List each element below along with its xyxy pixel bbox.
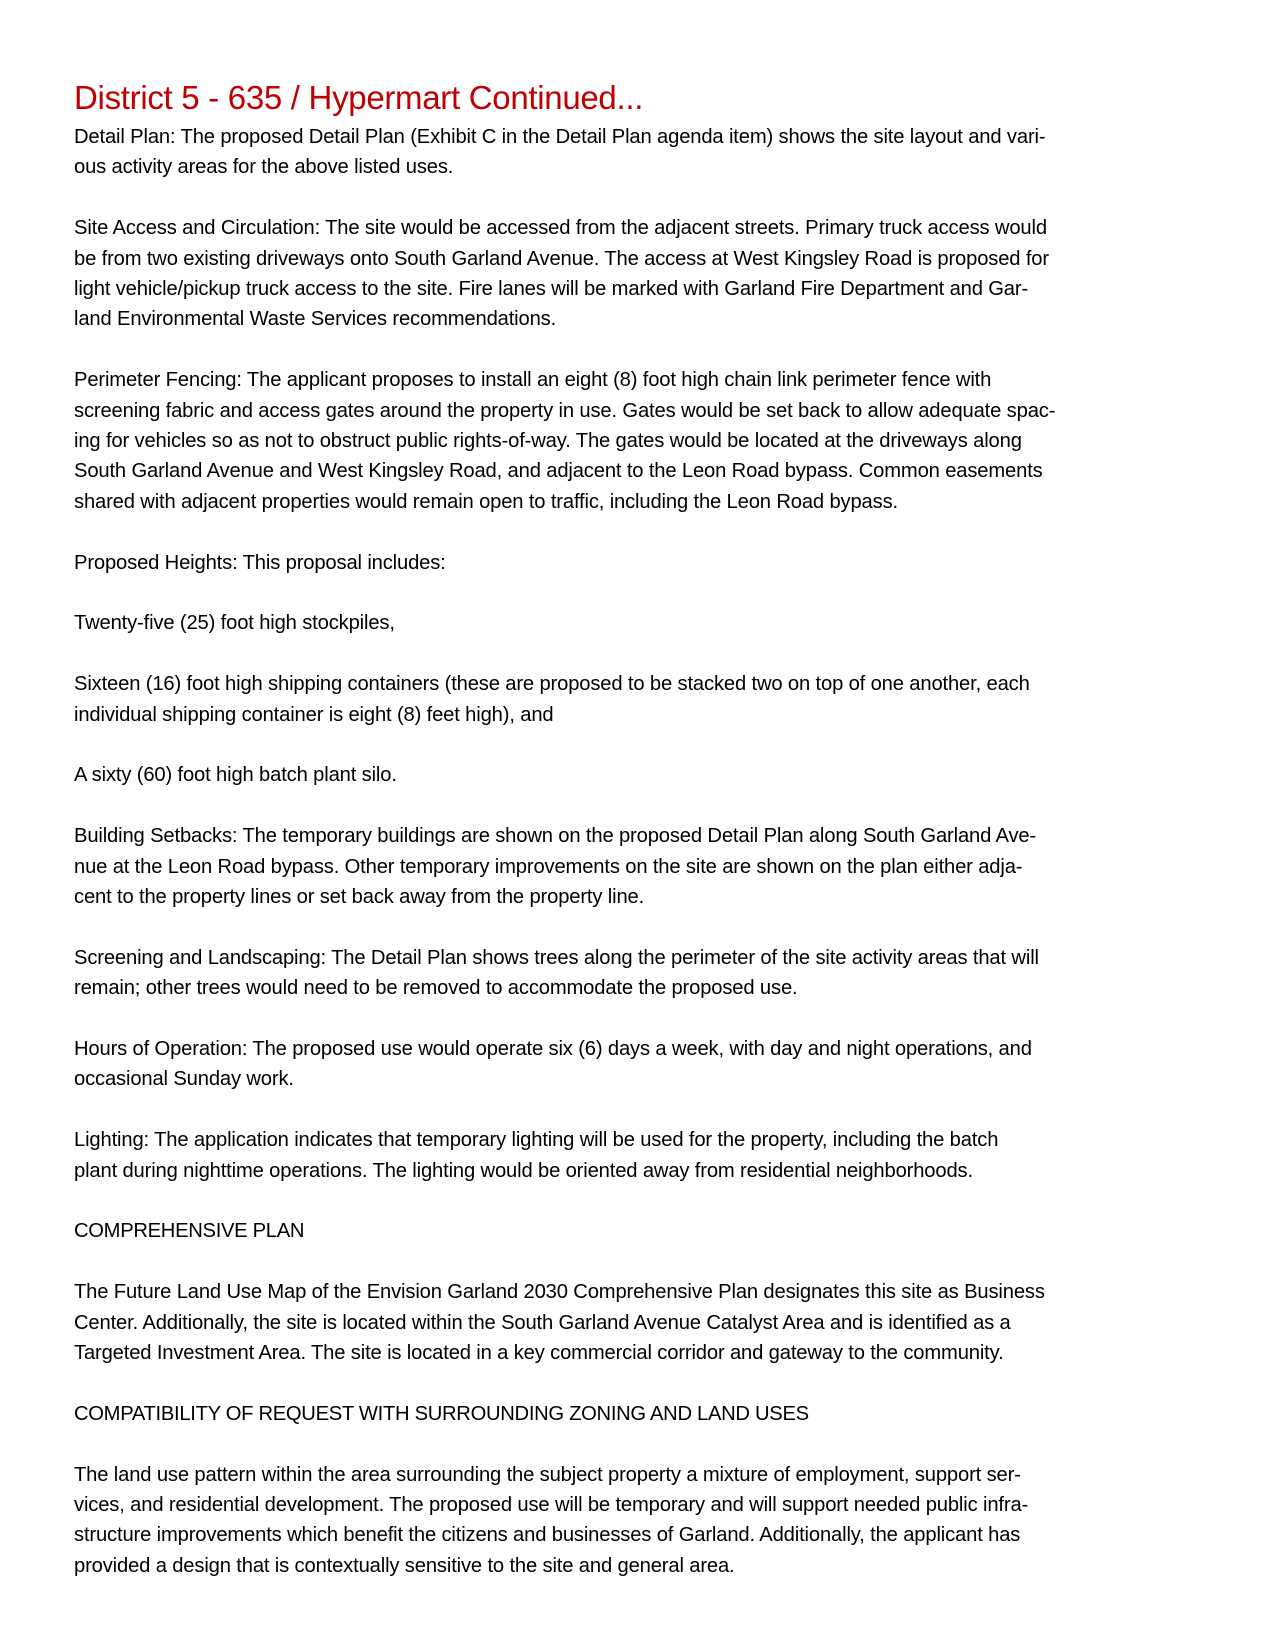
paragraph	[74, 821, 1194, 912]
paragraph-line: ous activity areas for the above listed uses.	[74, 156, 454, 179]
paragraph-line: shared with adjacent properties would remain open to traffic, including the Leon Road bypass.	[74, 490, 898, 513]
paragraph-line: Site Access and Circulation: The site would be accessed from the adjacent streets. Primary truck access would	[74, 217, 1047, 240]
paragraph	[74, 213, 1194, 335]
paragraph-line: provided a design that is contextually sensitive to the site and general area.	[74, 1554, 735, 1577]
paragraph-line: Perimeter Fencing: The applicant proposes to install an eight (8) foot high chain link perimeter fence with	[74, 369, 992, 392]
paragraph-line: The land use pattern within the area surrounding the subject property a mixture of employment, support ser-	[74, 1463, 1021, 1486]
paragraph-line: land Environmental Waste Services recommendations.	[74, 308, 557, 331]
paragraph	[74, 1034, 1194, 1095]
document-page	[74, 76, 1194, 1612]
paragraph-line: vices, and residential development. The proposed use will be temporary and will support needed public infra-	[74, 1494, 1029, 1517]
paragraph-line: Twenty-five (25) foot high stockpiles,	[74, 612, 395, 635]
paragraph-line: plant during nighttime operations. The lighting would be oriented away from residential neighborhoods.	[74, 1159, 973, 1182]
paragraph-line: Detail Plan: The proposed Detail Plan (Exhibit C in the Detail Plan agenda item) shows the site layout and vari-	[74, 126, 1046, 148]
paragraph-line: be from two existing driveways onto South Garland Avenue. The access at West Kingsley Road is proposed for	[74, 247, 1049, 270]
paragraph-line: South Garland Avenue and West Kingsley Road, and adjacent to the Leon Road bypass. Common easements	[74, 460, 1043, 483]
comprehensive-plan-heading: COMPREHENSIVE PLAN	[74, 1220, 305, 1243]
paragraph	[74, 365, 1194, 517]
paragraph	[74, 122, 1194, 183]
paragraph-line: Building Setbacks: The temporary buildings are shown on the proposed Detail Plan along South Garland Ave-	[74, 825, 1037, 848]
paragraph-line: screening fabric and access gates around the property in use. Gates would be set back to allow adequate spac-	[74, 399, 1056, 422]
paragraph	[74, 608, 1194, 638]
paragraph-line: ing for vehicles so as not to obstruct public rights-of-way. The gates would be located at the driveways along	[74, 430, 1022, 453]
paragraph-line: Targeted Investment Area. The site is located in a key commercial corridor and gateway to the community.	[74, 1342, 1004, 1365]
paragraph	[74, 548, 1194, 578]
paragraph-line: Center. Additionally, the site is located within the South Garland Avenue Catalyst Area and is identified as a	[74, 1311, 1011, 1334]
compatibility-heading: COMPATIBILITY OF REQUEST WITH SURROUNDING ZONING AND LAND USES	[74, 1402, 809, 1425]
paragraph-line: individual shipping container is eight (8) feet high), and	[74, 703, 554, 726]
paragraph-line: occasional Sunday work.	[74, 1068, 294, 1091]
paragraph-line: light vehicle/pickup truck access to the site. Fire lanes will be marked with Garland Fire Department and Gar-	[74, 278, 1029, 301]
paragraph	[74, 1125, 1194, 1186]
paragraph-line: Screening and Landscaping: The Detail Plan shows trees along the perimeter of the site activity areas that will	[74, 946, 1039, 969]
paragraph-line: Proposed Heights: This proposal includes:	[74, 551, 446, 574]
compatibility-paragraph	[74, 1460, 1194, 1582]
paragraph	[74, 943, 1194, 1004]
paragraph-line: Sixteen (16) foot high shipping containers (these are proposed to be stacked two on top of one another, each	[74, 673, 1030, 696]
paragraph-line: Hours of Operation: The proposed use would operate six (6) days a week, with day and night operations, and	[74, 1038, 1032, 1061]
paragraph	[74, 669, 1194, 730]
paragraph-line: Lighting: The application indicates that temporary lighting will be used for the property, including the batch	[74, 1129, 999, 1152]
page-title: District 5 - 635 / Hypermart Continued...	[74, 79, 644, 116]
paragraph-line: A sixty (60) foot high batch plant silo.	[74, 764, 397, 787]
paragraph-line: The Future Land Use Map of the Envision Garland 2030 Comprehensive Plan designates this site as Business	[74, 1281, 1045, 1304]
body-paragraphs	[74, 122, 1194, 1186]
paragraph	[74, 760, 1194, 790]
paragraph-line: cent to the property lines or set back away from the property line.	[74, 886, 645, 909]
paragraph-line: nue at the Leon Road bypass. Other temporary improvements on the site are shown on the plan either adja-	[74, 855, 1023, 878]
comprehensive-plan-paragraph	[74, 1277, 1194, 1368]
paragraph-line: structure improvements which benefit the citizens and businesses of Garland. Additionally, the applicant has	[74, 1524, 1021, 1547]
paragraph-line: remain; other trees would need to be removed to accommodate the proposed use.	[74, 977, 798, 1000]
